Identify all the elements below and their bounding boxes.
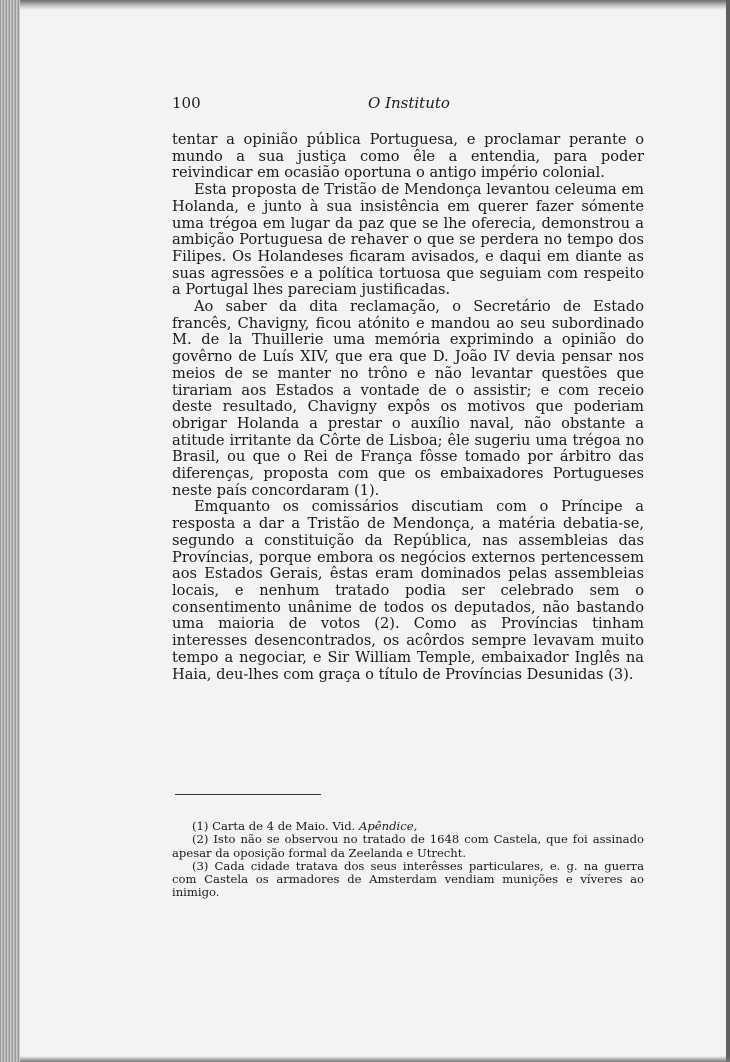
footnote-separator bbox=[175, 794, 321, 795]
footnote-3: (3) Cada cidade tratava dos seus interêsses particulares, e. g. na guerra com Castela os armadores de Amsterdam vendiam munições e víveres ao inimigo. bbox=[172, 858, 644, 900]
footnote-1-italic: Apêndice, bbox=[359, 819, 418, 833]
page-right-edge bbox=[726, 0, 730, 1062]
running-title: O Instituto bbox=[368, 94, 450, 112]
paragraph-3: Ao saber da dita reclamação, o Secretário de Estado francês, Chavigny, ficou atónito e mandou ao seu subordinado M. de la Thuillerie uma memória exprimindo a opinião do govêrno de Luís XIV, que era que D. João IV devia pensar nos meios de se manter no trôno e não levantar questões que tirariam aos Estados a vontade de o assistir; e com receio deste resultado, Chavigny expôs os motivos que poderiam obrigar Holanda a prestar o auxílio naval, não obstante a atitude irritante da Côrte de Lisboa; êle sugeriu uma trégoa no Brasil, ou que o Rei de França fôsse tomado por árbitro das diferenças, proposta com que os embaixadores Portugueses neste país concordaram (1). bbox=[172, 298, 644, 499]
footnotes bbox=[172, 820, 644, 900]
page-header bbox=[172, 94, 644, 116]
paragraph-1: tentar a opinião pública Portuguesa, e proclamar perante o mundo a sua justiça como êle a entendia, para poder reivindicar em ocasião oportuna o antigo império colonial. bbox=[172, 131, 644, 182]
footnote-1 bbox=[172, 820, 644, 833]
page-bottom-shadow bbox=[20, 1056, 730, 1062]
body-text bbox=[172, 132, 644, 683]
footnote-1-text: (1) Carta de 4 de Maio. Vid. bbox=[192, 819, 359, 833]
page-number: 100 bbox=[172, 94, 201, 112]
paragraph-4: Emquanto os comissários discutiam com o Príncipe a resposta a dar a Tristão de Mendonça, a matéria debatia-se, segundo a constituição da República, nas assembleias das Províncias, porque embora os negócios externos pertencessem aos Estados Gerais, êstas eram dominados pelas assembleias locais, e nenhum tratado podia ser celebrado sem o consentimento unânime de todos os deputados, não bastando uma maioria de votos (2). Como as Províncias tinham interesses desencontrados, os acôrdos sempre levavam muito tempo a negociar, e Sir William Temple, embaixador Inglês na Haia, deu-lhes com graça o título de Províncias Desunidas (3). bbox=[172, 498, 644, 683]
paragraph-2: Esta proposta de Tristão de Mendonça levantou celeuma em Holanda, e junto à sua insistência em querer fazer sómente uma trégoa em lugar da paz que se lhe oferecia, demonstrou a ambição Portuguesa de rehaver o que se perdera no tempo dos Filipes. Os Holandeses ficaram avisados, e daqui em diante as suas agressões e a política tortuosa que seguiam com respeito a Portugal lhes pareciam justificadas. bbox=[172, 181, 644, 299]
book-spine-edge bbox=[0, 0, 20, 1062]
footnote-2: (2) Isto não se observou no tratado de 1648 com Castela, que foi assinado apesar da oposição formal da Zeelanda e Utrecht. bbox=[172, 832, 644, 860]
page-top-shadow bbox=[20, 0, 730, 10]
